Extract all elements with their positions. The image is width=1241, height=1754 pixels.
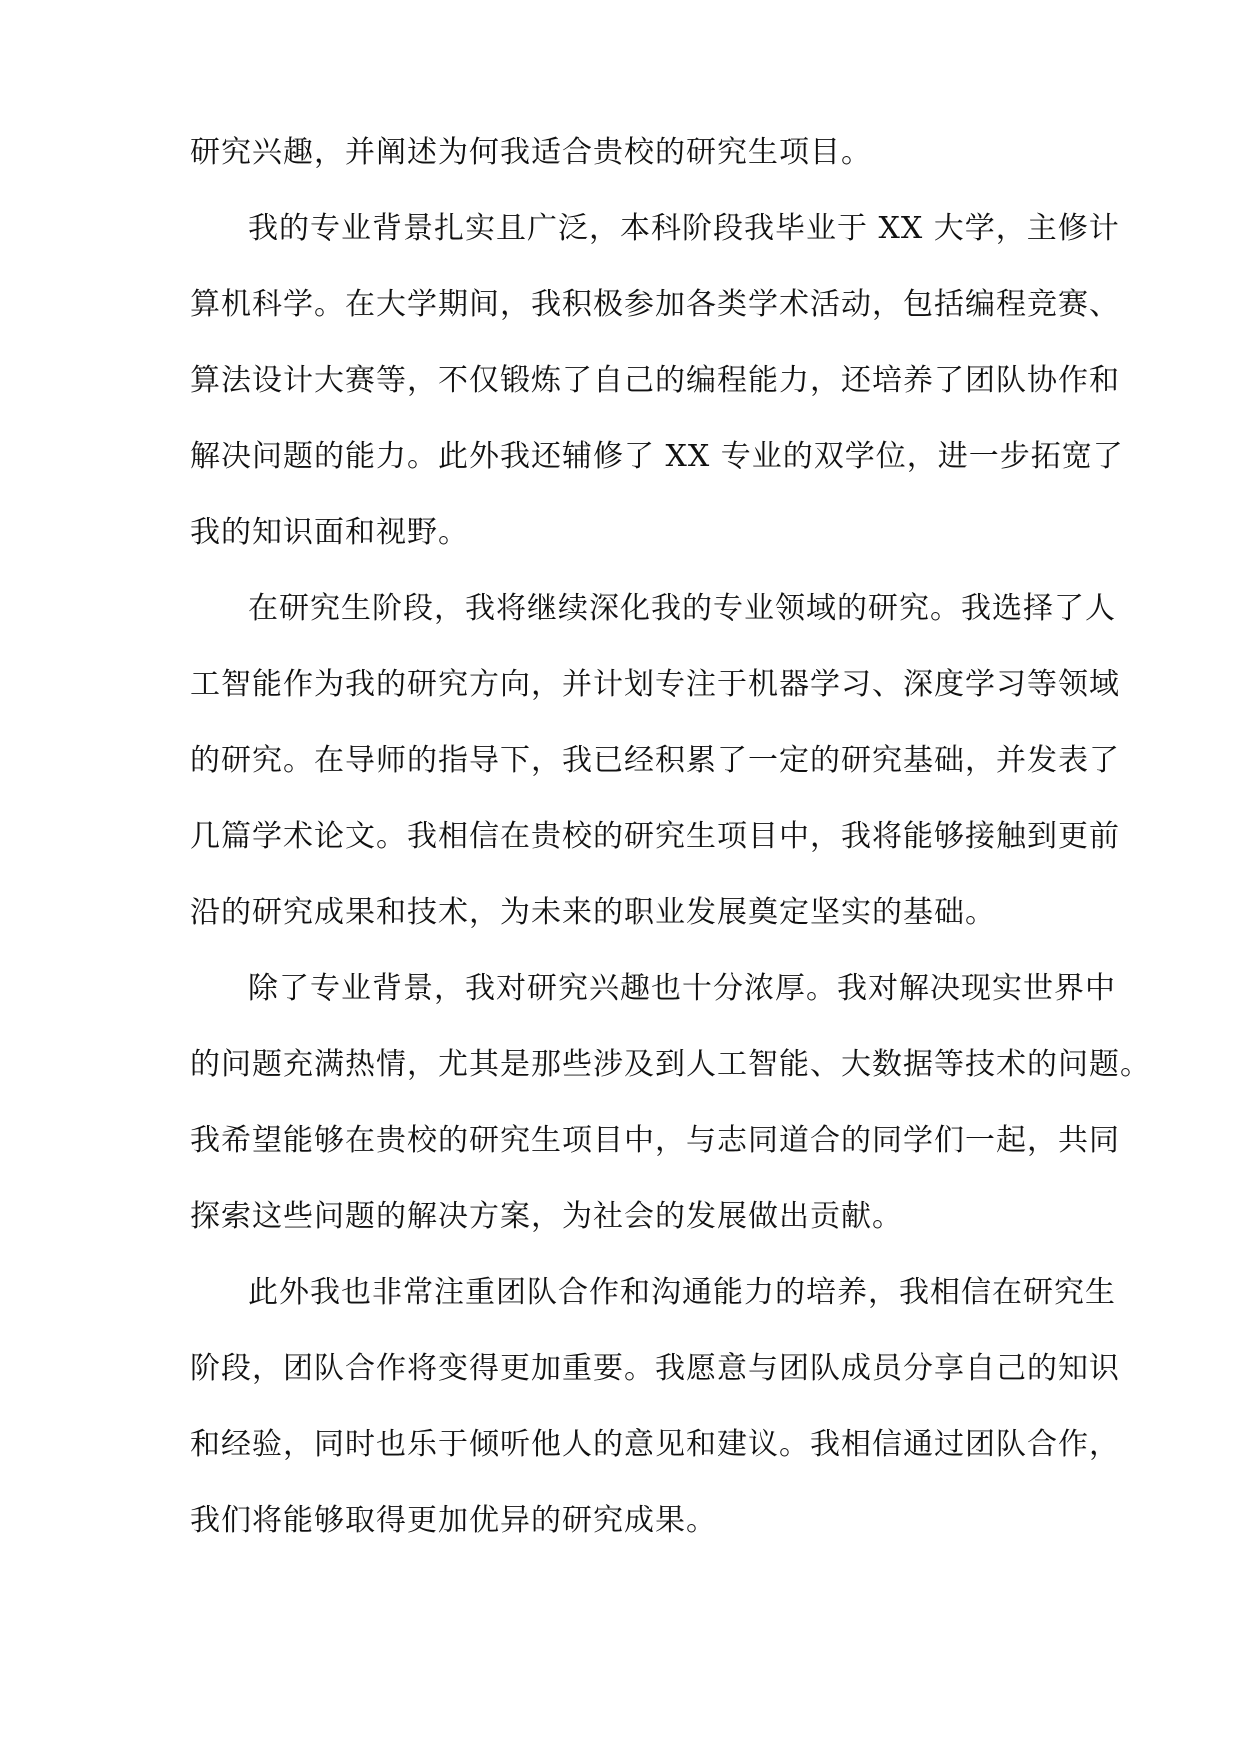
line-1: 研究兴趣，并阐述为何我适合贵校的研究生项目。 [190,135,872,170]
line-17: 阶段，团队合作将变得更加重要。我愿意与团队成员分享自己的知识 [190,1351,1120,1386]
line-10: 几篇学术论文。我相信在贵校的研究生项目中，我将能够接触到更前 [190,819,1120,854]
line-5: 解决问题的能力。此外我还辅修了 XX 专业的双学位，进一步拓宽了 [190,439,1124,474]
line-13: 的问题充满热情，尤其是那些涉及到人工智能、大数据等技术的问题。 [190,1047,1151,1082]
line-12: 除了专业背景，我对研究兴趣也十分浓厚。我对解决现实世界中 [248,971,1116,1006]
line-19: 我们将能够取得更加优异的研究成果。 [190,1503,717,1538]
line-16: 此外我也非常注重团队合作和沟通能力的培养，我相信在研究生 [248,1275,1116,1310]
line-8: 工智能作为我的研究方向，并计划专注于机器学习、深度学习等领域 [190,667,1120,702]
line-15: 探索这些问题的解决方案，为社会的发展做出贡献。 [190,1199,903,1234]
line-7: 在研究生阶段，我将继续深化我的专业领域的研究。我选择了人 [248,591,1116,626]
line-9: 的研究。在导师的指导下，我已经积累了一定的研究基础，并发表了 [190,743,1120,778]
line-3: 算机科学。在大学期间，我积极参加各类学术活动，包括编程竞赛、 [190,287,1120,322]
line-2: 我的专业背景扎实且广泛，本科阶段我毕业于 XX 大学，主修计 [248,211,1120,246]
line-18: 和经验，同时也乐于倾听他人的意见和建议。我相信通过团队合作， [190,1427,1120,1462]
line-11: 沿的研究成果和技术，为未来的职业发展奠定坚实的基础。 [190,895,996,930]
line-6: 我的知识面和视野。 [190,515,469,550]
line-14: 我希望能够在贵校的研究生项目中，与志同道合的同学们一起，共同 [190,1123,1120,1158]
line-4: 算法设计大赛等，不仅锻炼了自己的编程能力，还培养了团队协作和 [190,363,1120,398]
